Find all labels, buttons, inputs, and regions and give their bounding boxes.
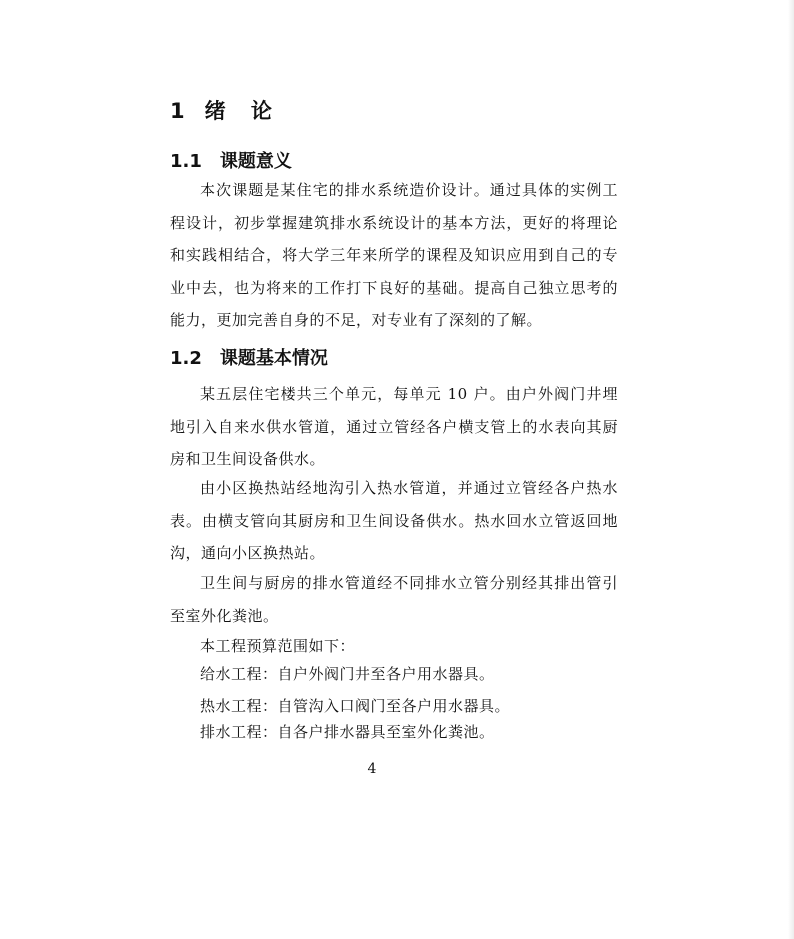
scope-drainage: 排水工程：自各户排水器具至室外化粪池。 (200, 723, 495, 741)
paragraph-drainage: 卫生间与厨房的排水管道经不同排水立管分别经其排出管引至室外化粪池。 (170, 574, 618, 625)
page-edge-shadow (788, 0, 794, 939)
scope-hot-water: 热水工程：自管沟入口阀门至各户用水器具。 (200, 697, 511, 715)
paragraph-hot-water: 由小区换热站经地沟引入热水管道，并通过立管经各户热水表。由横支管向其厨房和卫生间设备供水。热水回水立管返回地沟，通向小区换热站。 (170, 479, 618, 562)
chapter-heading (170, 96, 281, 126)
section-title: 课题基本情况 (219, 348, 328, 369)
paragraph-significance: 本次课题是某住宅的排水系统造价设计。通过具体的实例工程设计，初步掌握建筑排水系统设计的基本方法，更好的将理论和实践相结合，将大学三年来所学的课程及知识应用到自己的专业中去，也为将来的工作打下良好的基础。提高自己独立思考的能力，更加完善自身的不足，对专业有了深刻的了解。 (170, 181, 618, 329)
section-heading-1-2 (170, 346, 328, 372)
section-number: 1.2 (170, 348, 202, 369)
chapter-number: 1 (170, 99, 185, 123)
paragraph-water-supply: 某五层住宅楼共三个单元，每单元 10 户。由户外阀门井埋地引入自来水供水管道，通过立管经各户横支管上的水表向其厨房和卫生间设备供水。 (170, 385, 618, 468)
page-number: 4 (367, 761, 377, 777)
section-title: 课题意义 (219, 151, 292, 172)
chapter-title: 绪 论 (204, 99, 281, 123)
scope-intro: 本工程预算范围如下： (200, 637, 356, 655)
scope-water-supply: 给水工程：自户外阀门井至各户用水器具。 (200, 665, 495, 683)
section-number: 1.1 (170, 151, 202, 172)
section-heading-1-1 (170, 149, 292, 175)
